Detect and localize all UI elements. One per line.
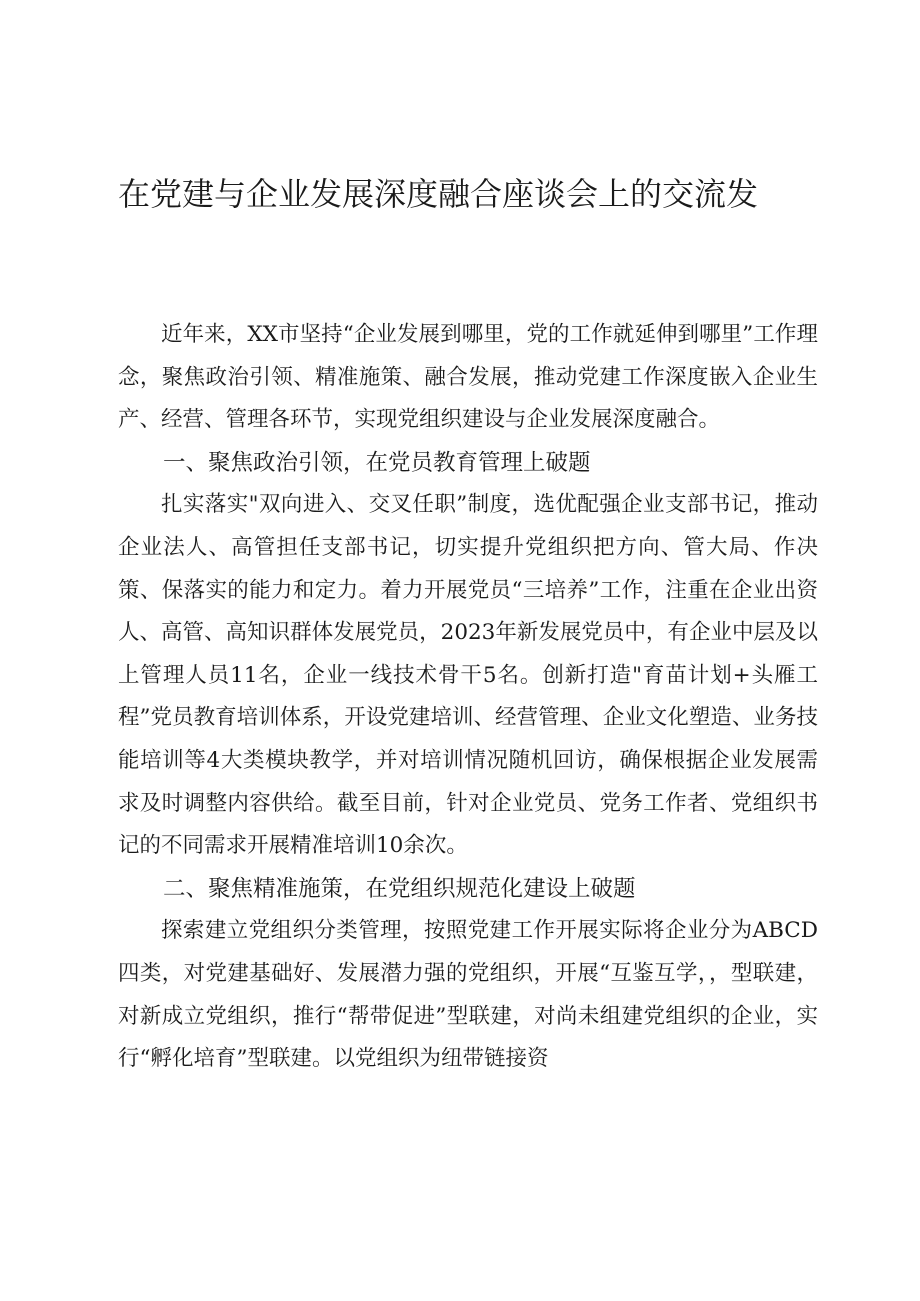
section-2-heading: 二、聚焦精准施策，在党组织规范化建设上破题: [163, 875, 636, 902]
section-1-heading: 一、聚焦政治引领，在党员教育管理上破题: [163, 449, 591, 476]
document-body: [118, 314, 818, 1081]
section-1-paragraph: 扎实落实"双向进入、交叉任职”制度，选优配强企业支部书记，推动企业法人、高管担任支部书记，切实提升党组织把方向、管大局、作决策、保落实的能力和定力。着力开展党员“三培养”工作，注重在企业出资人、高管、高知识群体发展党员，2023年新发展党员中，有企业中层及以上管理人员11名，企业一线技术骨干5名。创新打造"育苗计划+头雁工程”党员教育培训体系，开设党建培训、经营管理、企业文化塑造、业务技能培训等4大类模块教学，并对培训情况随机回访，确保根据企业发展需求及时调整内容供给。截至目前，针对企业党员、党务工作者、党组织书记的不同需求开展精准培训10余次。: [118, 492, 818, 859]
section-2-paragraph: 探索建立党组织分类管理，按照党建工作开展实际将企业分为ABCD四类，对党建基础好、发展潜力强的党组织，开展“互鉴互学，，型联建，对新成立党组织，推行“帮带促进”型联建，对尚未组建党组织的企业，实行“孵化培育”型联建。以党组织为纽带链接资: [118, 918, 818, 1072]
document-title: 在党建与企业发展深度融合座谈会上的交流发: [118, 175, 759, 213]
intro-paragraph: 近年来，XX市坚持“企业发展到哪里，党的工作就延伸到哪里”工作理念，聚焦政治引领、精准施策、融合发展，推动党建工作深度嵌入企业生产、经营、管理各环节，实现党组织建设与企业发展深度融合。: [118, 322, 818, 433]
